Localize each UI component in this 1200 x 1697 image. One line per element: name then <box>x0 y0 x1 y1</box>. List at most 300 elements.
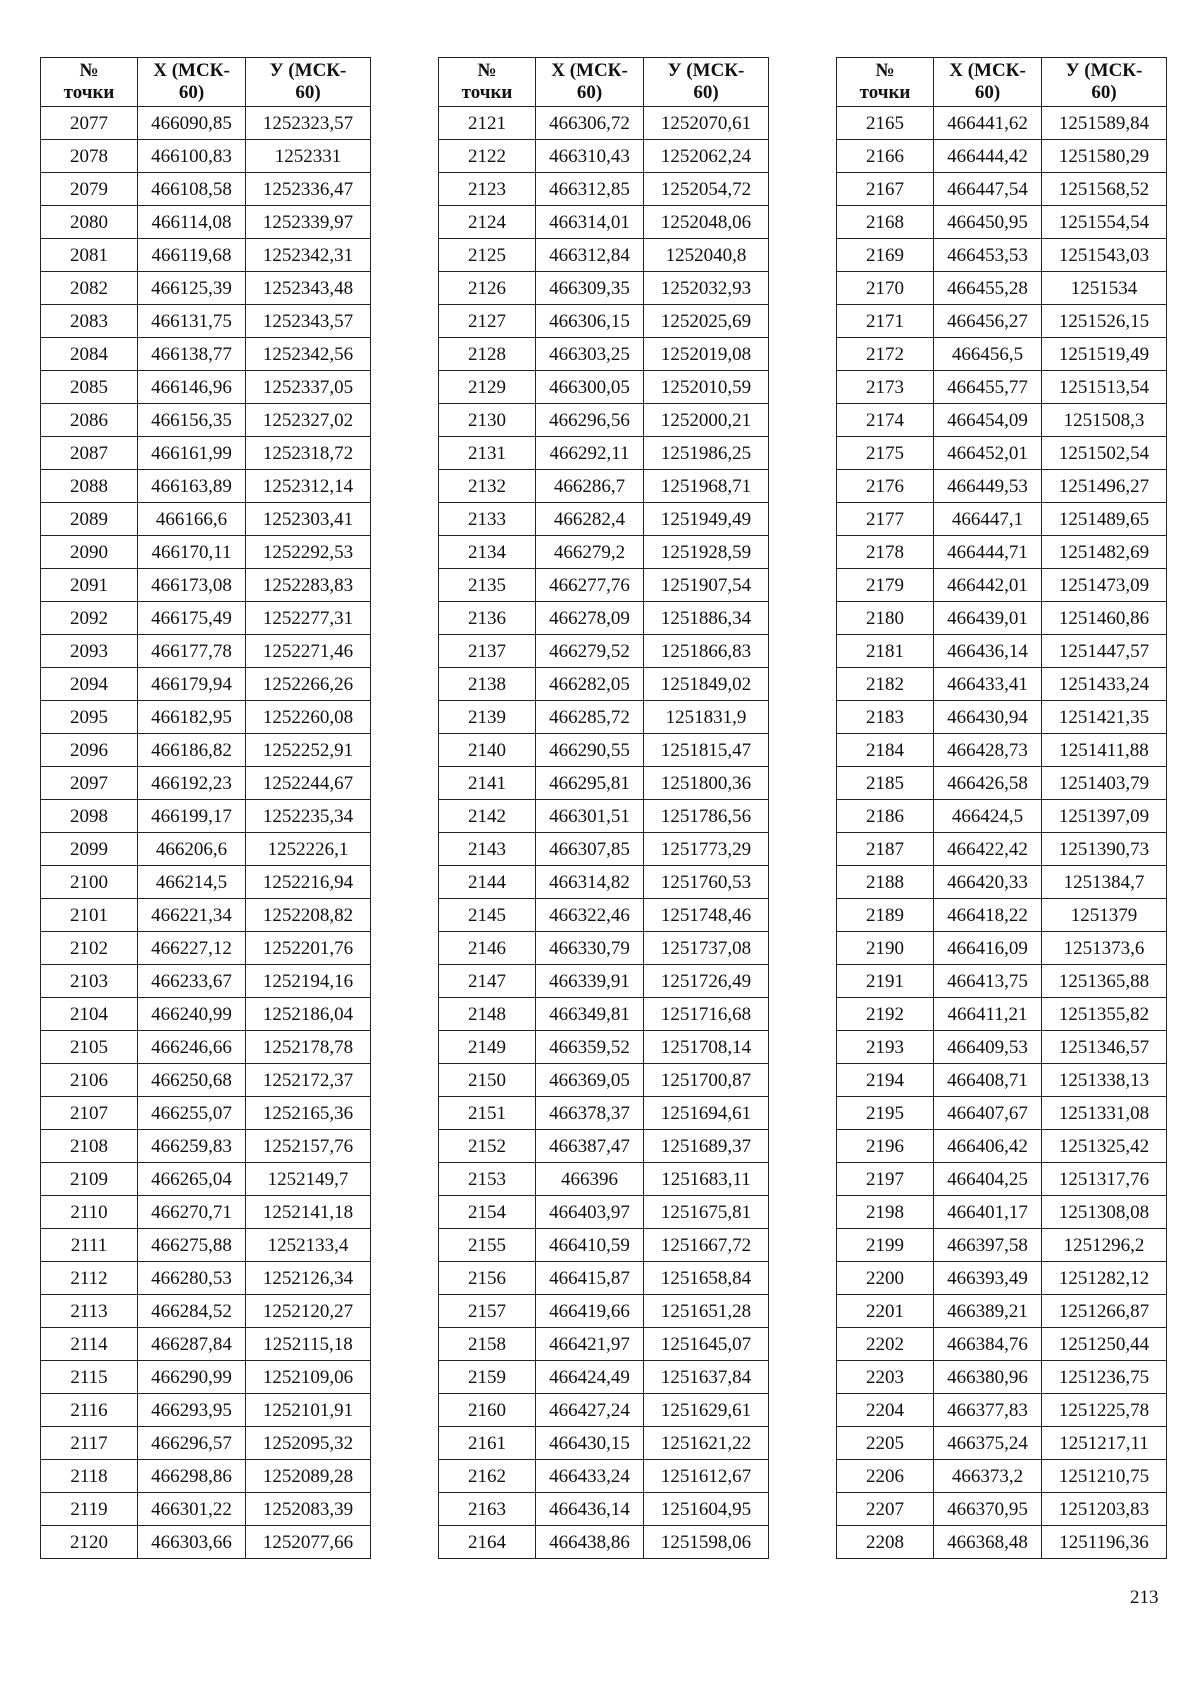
point-number-cell: 2144 <box>439 866 536 899</box>
y-coordinate-cell: 1252141,18 <box>246 1196 371 1229</box>
x-coordinate-cell: 466131,75 <box>138 305 246 338</box>
y-coordinate-cell: 1251373,6 <box>1042 932 1167 965</box>
x-coordinate-cell: 466455,77 <box>934 371 1042 404</box>
point-number-cell: 2195 <box>837 1097 934 1130</box>
table-row <box>439 998 769 1031</box>
x-coordinate-cell: 466206,6 <box>138 833 246 866</box>
point-number-cell: 2196 <box>837 1130 934 1163</box>
y-coordinate-cell: 1251612,67 <box>644 1460 769 1493</box>
table-row <box>439 899 769 932</box>
x-coordinate-cell: 466138,77 <box>138 338 246 371</box>
table-row <box>439 1328 769 1361</box>
y-coordinate-cell: 1251346,57 <box>1042 1031 1167 1064</box>
y-coordinate-cell: 1251748,46 <box>644 899 769 932</box>
x-coordinate-cell: 466408,71 <box>934 1064 1042 1097</box>
table-row <box>439 140 769 173</box>
y-coordinate-cell: 1252252,91 <box>246 734 371 767</box>
point-number-cell: 2100 <box>41 866 138 899</box>
point-number-cell: 2129 <box>439 371 536 404</box>
point-number-cell: 2094 <box>41 668 138 701</box>
table-row <box>41 1262 371 1295</box>
point-number-cell: 2148 <box>439 998 536 1031</box>
table-row <box>837 1493 1167 1526</box>
x-coordinate-cell: 466410,59 <box>536 1229 644 1262</box>
table-row <box>837 635 1167 668</box>
x-coordinate-cell: 466282,4 <box>536 503 644 536</box>
point-number-cell: 2185 <box>837 767 934 800</box>
table-row <box>41 701 371 734</box>
x-coordinate-cell: 466449,53 <box>934 470 1042 503</box>
y-coordinate-cell: 1251296,2 <box>1042 1229 1167 1262</box>
point-number-cell: 2202 <box>837 1328 934 1361</box>
y-coordinate-cell: 1251489,65 <box>1042 503 1167 536</box>
table-row <box>41 1196 371 1229</box>
table-row <box>439 536 769 569</box>
x-coordinate-cell: 466301,22 <box>138 1493 246 1526</box>
y-coordinate-cell: 1252178,78 <box>246 1031 371 1064</box>
y-coordinate-cell: 1251651,28 <box>644 1295 769 1328</box>
x-coordinate-cell: 466290,55 <box>536 734 644 767</box>
table-row <box>439 1031 769 1064</box>
x-coordinate-cell: 466442,01 <box>934 569 1042 602</box>
table-row <box>837 239 1167 272</box>
y-coordinate-cell: 1251460,86 <box>1042 602 1167 635</box>
y-coordinate-cell: 1251217,11 <box>1042 1427 1167 1460</box>
y-coordinate-cell: 1252186,04 <box>246 998 371 1031</box>
table-row <box>439 635 769 668</box>
x-coordinate-cell: 466349,81 <box>536 998 644 1031</box>
y-coordinate-cell: 1251786,56 <box>644 800 769 833</box>
point-number-cell: 2183 <box>837 701 934 734</box>
point-number-cell: 2131 <box>439 437 536 470</box>
table-row <box>439 239 769 272</box>
table-row <box>837 503 1167 536</box>
x-coordinate-cell: 466279,2 <box>536 536 644 569</box>
y-coordinate-header: У (МСК- 60) <box>644 58 769 107</box>
y-coordinate-cell: 1251716,68 <box>644 998 769 1031</box>
point-number-cell: 2080 <box>41 206 138 239</box>
point-number-cell: 2136 <box>439 602 536 635</box>
y-coordinate-cell: 1252126,34 <box>246 1262 371 1295</box>
y-coordinate-cell: 1251849,02 <box>644 668 769 701</box>
y-coordinate-cell: 1252077,66 <box>246 1526 371 1559</box>
y-coordinate-cell: 1251210,75 <box>1042 1460 1167 1493</box>
point-number-cell: 2187 <box>837 833 934 866</box>
table-row <box>837 173 1167 206</box>
y-coordinate-cell: 1251447,57 <box>1042 635 1167 668</box>
point-number-cell: 2177 <box>837 503 934 536</box>
point-number-cell: 2189 <box>837 899 934 932</box>
point-number-cell: 2111 <box>41 1229 138 1262</box>
x-coordinate-cell: 466227,12 <box>138 932 246 965</box>
point-number-cell: 2199 <box>837 1229 934 1262</box>
x-coordinate-cell: 466441,62 <box>934 107 1042 140</box>
y-coordinate-cell: 1252019,08 <box>644 338 769 371</box>
point-number-cell: 2145 <box>439 899 536 932</box>
x-coordinate-cell: 466436,14 <box>934 635 1042 668</box>
table-row <box>439 1493 769 1526</box>
table-row <box>41 734 371 767</box>
x-coordinate-cell: 466404,25 <box>934 1163 1042 1196</box>
table-row <box>837 1394 1167 1427</box>
point-number-cell: 2184 <box>837 734 934 767</box>
y-coordinate-cell: 1251384,7 <box>1042 866 1167 899</box>
table-row <box>837 206 1167 239</box>
point-number-cell: 2162 <box>439 1460 536 1493</box>
y-coordinate-cell: 1251325,42 <box>1042 1130 1167 1163</box>
y-coordinate-cell: 1251473,09 <box>1042 569 1167 602</box>
y-coordinate-cell: 1252337,05 <box>246 371 371 404</box>
point-number-cell: 2181 <box>837 635 934 668</box>
y-coordinate-cell: 1252095,32 <box>246 1427 371 1460</box>
table-row <box>41 800 371 833</box>
y-coordinate-cell: 1251968,71 <box>644 470 769 503</box>
point-number-cell: 2097 <box>41 767 138 800</box>
y-coordinate-cell: 1251700,87 <box>644 1064 769 1097</box>
x-coordinate-cell: 466161,99 <box>138 437 246 470</box>
y-coordinate-cell: 1251250,44 <box>1042 1328 1167 1361</box>
table-row <box>41 998 371 1031</box>
point-number-cell: 2130 <box>439 404 536 437</box>
point-number-cell: 2133 <box>439 503 536 536</box>
page-number: 213 <box>1130 1587 1159 1608</box>
point-number-cell: 2119 <box>41 1493 138 1526</box>
table-row <box>439 206 769 239</box>
x-coordinate-cell: 466287,84 <box>138 1328 246 1361</box>
y-coordinate-cell: 1252115,18 <box>246 1328 371 1361</box>
point-number-cell: 2173 <box>837 371 934 404</box>
table-row <box>439 1163 769 1196</box>
y-coordinate-cell: 1251519,49 <box>1042 338 1167 371</box>
x-coordinate-cell: 466286,7 <box>536 470 644 503</box>
y-coordinate-cell: 1252327,02 <box>246 404 371 437</box>
x-coordinate-cell: 466090,85 <box>138 107 246 140</box>
x-coordinate-cell: 466284,52 <box>138 1295 246 1328</box>
x-coordinate-cell: 466413,75 <box>934 965 1042 998</box>
x-coordinate-cell: 466312,85 <box>536 173 644 206</box>
table-row <box>439 1427 769 1460</box>
x-coordinate-cell: 466411,21 <box>934 998 1042 1031</box>
table-row <box>41 404 371 437</box>
table-row <box>439 1064 769 1097</box>
y-coordinate-cell: 1252331 <box>246 140 371 173</box>
x-coordinate-cell: 466418,22 <box>934 899 1042 932</box>
table-row <box>837 701 1167 734</box>
y-coordinate-cell: 1252266,26 <box>246 668 371 701</box>
x-coordinate-cell: 466433,41 <box>934 668 1042 701</box>
table-row <box>837 899 1167 932</box>
y-coordinate-cell: 1251621,22 <box>644 1427 769 1460</box>
x-coordinate-cell: 466416,09 <box>934 932 1042 965</box>
table-row <box>439 1262 769 1295</box>
x-coordinate-cell: 466322,46 <box>536 899 644 932</box>
table-row <box>41 932 371 965</box>
y-coordinate-cell: 1251403,79 <box>1042 767 1167 800</box>
table-row <box>837 602 1167 635</box>
coordinates-table-3 <box>836 57 1167 1559</box>
x-coordinate-cell: 466114,08 <box>138 206 246 239</box>
x-coordinate-cell: 466369,05 <box>536 1064 644 1097</box>
x-coordinate-cell: 466182,95 <box>138 701 246 734</box>
x-coordinate-cell: 466279,52 <box>536 635 644 668</box>
x-coordinate-cell: 466444,42 <box>934 140 1042 173</box>
y-coordinate-cell: 1252040,8 <box>644 239 769 272</box>
x-coordinate-cell: 466401,17 <box>934 1196 1042 1229</box>
point-number-cell: 2204 <box>837 1394 934 1427</box>
table-row <box>837 734 1167 767</box>
x-coordinate-cell: 466456,27 <box>934 305 1042 338</box>
x-coordinate-cell: 466285,72 <box>536 701 644 734</box>
y-coordinate-cell: 1251534 <box>1042 272 1167 305</box>
x-coordinate-cell: 466420,33 <box>934 866 1042 899</box>
point-number-cell: 2193 <box>837 1031 934 1064</box>
y-coordinate-cell: 1252089,28 <box>246 1460 371 1493</box>
point-number-cell: 2132 <box>439 470 536 503</box>
y-coordinate-cell: 1251236,75 <box>1042 1361 1167 1394</box>
x-coordinate-cell: 466280,53 <box>138 1262 246 1295</box>
point-number-cell: 2091 <box>41 569 138 602</box>
y-coordinate-cell: 1252260,08 <box>246 701 371 734</box>
point-number-cell: 2180 <box>837 602 934 635</box>
y-coordinate-cell: 1252342,56 <box>246 338 371 371</box>
x-coordinate-cell: 466454,09 <box>934 404 1042 437</box>
table-row <box>41 1394 371 1427</box>
point-number-cell: 2095 <box>41 701 138 734</box>
y-coordinate-cell: 1252025,69 <box>644 305 769 338</box>
x-coordinate-cell: 466306,72 <box>536 107 644 140</box>
point-number-cell: 2115 <box>41 1361 138 1394</box>
x-coordinate-cell: 466447,54 <box>934 173 1042 206</box>
point-number-cell: 2190 <box>837 932 934 965</box>
point-number-cell: 2167 <box>837 173 934 206</box>
point-number-cell: 2149 <box>439 1031 536 1064</box>
y-coordinate-cell: 1251317,76 <box>1042 1163 1167 1196</box>
table-row <box>439 437 769 470</box>
x-coordinate-cell: 466163,89 <box>138 470 246 503</box>
x-coordinate-cell: 466419,66 <box>536 1295 644 1328</box>
y-coordinate-cell: 1251773,29 <box>644 833 769 866</box>
point-number-cell: 2146 <box>439 932 536 965</box>
point-number-cell: 2168 <box>837 206 934 239</box>
table-row <box>41 272 371 305</box>
y-coordinate-cell: 1251907,54 <box>644 569 769 602</box>
x-coordinate-cell: 466456,5 <box>934 338 1042 371</box>
point-number-cell: 2085 <box>41 371 138 404</box>
x-coordinate-cell: 466422,42 <box>934 833 1042 866</box>
x-coordinate-cell: 466426,58 <box>934 767 1042 800</box>
y-coordinate-cell: 1252343,57 <box>246 305 371 338</box>
table-row <box>41 1097 371 1130</box>
table-row <box>439 602 769 635</box>
y-coordinate-cell: 1251568,52 <box>1042 173 1167 206</box>
y-coordinate-cell: 1252120,27 <box>246 1295 371 1328</box>
x-coordinate-cell: 466221,34 <box>138 899 246 932</box>
y-coordinate-cell: 1251266,87 <box>1042 1295 1167 1328</box>
y-coordinate-cell: 1252201,76 <box>246 932 371 965</box>
y-coordinate-cell: 1252277,31 <box>246 602 371 635</box>
point-number-cell: 2096 <box>41 734 138 767</box>
x-coordinate-cell: 466397,58 <box>934 1229 1042 1262</box>
table-row <box>41 338 371 371</box>
table-row <box>41 833 371 866</box>
point-number-cell: 2093 <box>41 635 138 668</box>
table-row <box>837 1427 1167 1460</box>
point-number-cell: 2117 <box>41 1427 138 1460</box>
x-coordinate-cell: 466166,6 <box>138 503 246 536</box>
x-coordinate-cell: 466406,42 <box>934 1130 1042 1163</box>
point-number-cell: 2103 <box>41 965 138 998</box>
table-row <box>439 503 769 536</box>
table-row <box>837 1229 1167 1262</box>
table-row <box>439 470 769 503</box>
table-row <box>837 536 1167 569</box>
table-row <box>439 1460 769 1493</box>
point-number-cell: 2163 <box>439 1493 536 1526</box>
point-number-cell: 2127 <box>439 305 536 338</box>
x-coordinate-cell: 466407,67 <box>934 1097 1042 1130</box>
x-coordinate-cell: 466296,57 <box>138 1427 246 1460</box>
x-coordinate-cell: 466387,47 <box>536 1130 644 1163</box>
y-coordinate-cell: 1252226,1 <box>246 833 371 866</box>
y-coordinate-cell: 1251726,49 <box>644 965 769 998</box>
table-row <box>837 371 1167 404</box>
y-coordinate-cell: 1252339,97 <box>246 206 371 239</box>
x-coordinate-cell: 466156,35 <box>138 404 246 437</box>
point-number-cell: 2206 <box>837 1460 934 1493</box>
point-number-cell: 2175 <box>837 437 934 470</box>
y-coordinate-cell: 1251411,88 <box>1042 734 1167 767</box>
x-coordinate-cell: 466199,17 <box>138 800 246 833</box>
x-coordinate-cell: 466415,87 <box>536 1262 644 1295</box>
x-coordinate-cell: 466246,66 <box>138 1031 246 1064</box>
y-coordinate-cell: 1251689,37 <box>644 1130 769 1163</box>
table-row <box>837 470 1167 503</box>
table-row <box>41 635 371 668</box>
point-number-cell: 2154 <box>439 1196 536 1229</box>
y-coordinate-cell: 1251815,47 <box>644 734 769 767</box>
y-coordinate-cell: 1251225,78 <box>1042 1394 1167 1427</box>
x-coordinate-header: Х (МСК- 60) <box>934 58 1042 107</box>
x-coordinate-cell: 466452,01 <box>934 437 1042 470</box>
table-row <box>41 140 371 173</box>
y-coordinate-cell: 1252292,53 <box>246 536 371 569</box>
x-coordinate-cell: 466428,73 <box>934 734 1042 767</box>
x-coordinate-header: Х (МСК- 60) <box>138 58 246 107</box>
point-number-cell: 2169 <box>837 239 934 272</box>
y-coordinate-cell: 1252318,72 <box>246 437 371 470</box>
point-number-cell: 2200 <box>837 1262 934 1295</box>
y-coordinate-cell: 1251282,12 <box>1042 1262 1167 1295</box>
point-number-cell: 2201 <box>837 1295 934 1328</box>
y-coordinate-cell: 1251580,29 <box>1042 140 1167 173</box>
point-number-cell: 2106 <box>41 1064 138 1097</box>
point-number-cell: 2079 <box>41 173 138 206</box>
table-row <box>41 1328 371 1361</box>
y-coordinate-cell: 1251308,08 <box>1042 1196 1167 1229</box>
x-coordinate-cell: 466307,85 <box>536 833 644 866</box>
x-coordinate-cell: 466119,68 <box>138 239 246 272</box>
point-number-cell: 2165 <box>837 107 934 140</box>
x-coordinate-cell: 466292,11 <box>536 437 644 470</box>
y-coordinate-cell: 1252133,4 <box>246 1229 371 1262</box>
point-number-cell: 2176 <box>837 470 934 503</box>
x-coordinate-cell: 466275,88 <box>138 1229 246 1262</box>
table-row <box>41 173 371 206</box>
y-coordinate-cell: 1251365,88 <box>1042 965 1167 998</box>
x-coordinate-cell: 466278,09 <box>536 602 644 635</box>
point-number-cell: 2207 <box>837 1493 934 1526</box>
point-number-cell: 2082 <box>41 272 138 305</box>
table-row <box>837 305 1167 338</box>
x-coordinate-cell: 466173,08 <box>138 569 246 602</box>
x-coordinate-cell: 466368,48 <box>934 1526 1042 1559</box>
table-row <box>439 668 769 701</box>
table-row <box>41 371 371 404</box>
table-row <box>439 767 769 800</box>
x-coordinate-cell: 466170,11 <box>138 536 246 569</box>
table-row <box>837 767 1167 800</box>
table-row <box>41 1427 371 1460</box>
table-row <box>439 701 769 734</box>
point-number-cell: 2156 <box>439 1262 536 1295</box>
x-coordinate-cell: 466100,83 <box>138 140 246 173</box>
point-number-cell: 2098 <box>41 800 138 833</box>
y-coordinate-cell: 1252048,06 <box>644 206 769 239</box>
table-row <box>837 1526 1167 1559</box>
x-coordinate-cell: 466303,66 <box>138 1526 246 1559</box>
point-number-cell: 2099 <box>41 833 138 866</box>
x-coordinate-cell: 466125,39 <box>138 272 246 305</box>
point-number-cell: 2092 <box>41 602 138 635</box>
y-coordinate-cell: 1251645,07 <box>644 1328 769 1361</box>
y-coordinate-cell: 1251637,84 <box>644 1361 769 1394</box>
table-header-row <box>41 58 371 107</box>
y-coordinate-cell: 1252149,7 <box>246 1163 371 1196</box>
point-number-cell: 2179 <box>837 569 934 602</box>
point-number-cell: 2077 <box>41 107 138 140</box>
table-row <box>837 1163 1167 1196</box>
y-coordinate-cell: 1251667,72 <box>644 1229 769 1262</box>
y-coordinate-cell: 1251949,49 <box>644 503 769 536</box>
y-coordinate-cell: 1251683,11 <box>644 1163 769 1196</box>
x-coordinate-cell: 466453,53 <box>934 239 1042 272</box>
table-row <box>41 206 371 239</box>
point-number-cell: 2205 <box>837 1427 934 1460</box>
point-number-cell: 2084 <box>41 338 138 371</box>
y-coordinate-cell: 1252032,93 <box>644 272 769 305</box>
y-coordinate-cell: 1252062,24 <box>644 140 769 173</box>
table-row <box>41 1031 371 1064</box>
table-row <box>837 1361 1167 1394</box>
point-number-cell: 2108 <box>41 1130 138 1163</box>
y-coordinate-cell: 1252165,36 <box>246 1097 371 1130</box>
point-number-cell: 2112 <box>41 1262 138 1295</box>
y-coordinate-cell: 1251866,83 <box>644 635 769 668</box>
y-coordinate-cell: 1251675,81 <box>644 1196 769 1229</box>
point-number-cell: 2123 <box>439 173 536 206</box>
point-number-cell: 2188 <box>837 866 934 899</box>
point-number-cell: 2102 <box>41 932 138 965</box>
y-coordinate-cell: 1252083,39 <box>246 1493 371 1526</box>
x-coordinate-cell: 466296,56 <box>536 404 644 437</box>
point-number-cell: 2083 <box>41 305 138 338</box>
point-number-cell: 2141 <box>439 767 536 800</box>
y-coordinate-cell: 1251397,09 <box>1042 800 1167 833</box>
y-coordinate-cell: 1252323,57 <box>246 107 371 140</box>
y-coordinate-cell: 1251629,61 <box>644 1394 769 1427</box>
x-coordinate-cell: 466433,24 <box>536 1460 644 1493</box>
point-number-cell: 2120 <box>41 1526 138 1559</box>
